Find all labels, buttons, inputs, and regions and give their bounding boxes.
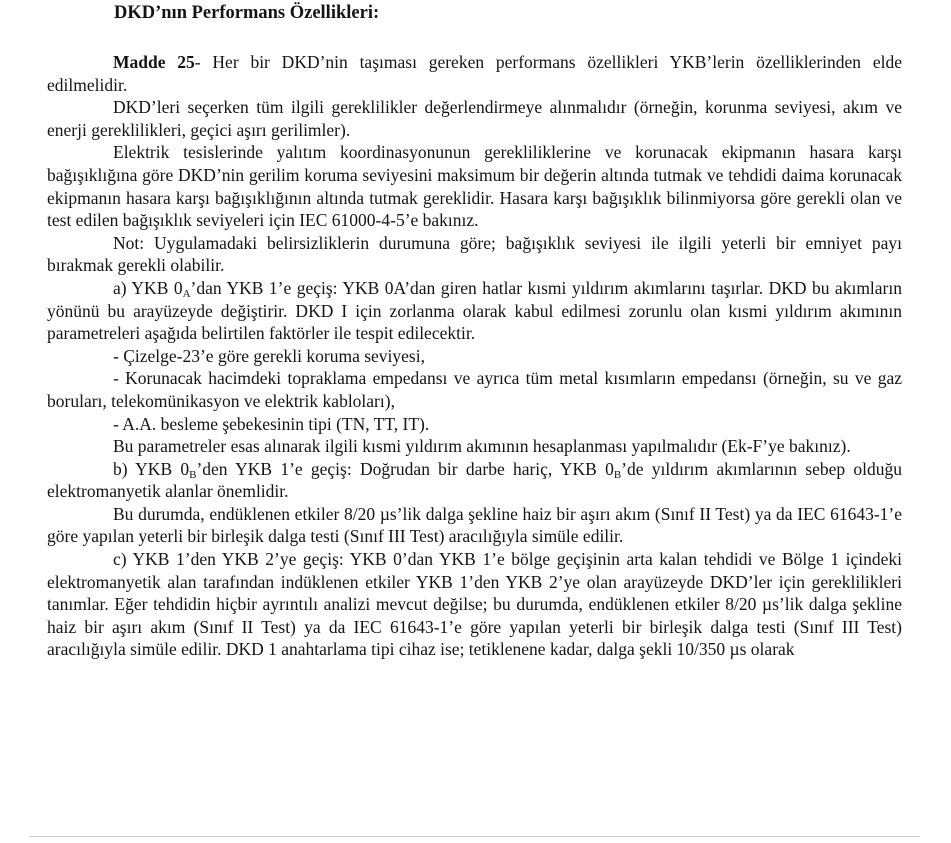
a-text: ’dan YKB 1’e geçiş: YKB 0A’dan giren hatlar kısmi yıldırım akımlarını taşırlar. DKD bu akımların yönünü bu arayüzeyde değiştirir. DKD I için zorlanma olarak kabul edilmesi zorunlu olan kısmi yıldırım akımının parametreleri aşağıda belirtilen faktörler ile tespit edilecektir. xyxy=(47,277,902,344)
section-heading: DKD’nın Performans Özellikleri: xyxy=(114,3,380,23)
document-body xyxy=(47,51,902,661)
madde-label: Madde 25 xyxy=(113,52,195,72)
paragraph-note: Not: Uygulamadaki belirsizliklerin durumuna göre; bağışıklık seviyesi ile ilgili yeterli bir emniyet payı bırakmak gerekli olabilir. xyxy=(47,232,902,276)
bullet-item-3: - A.A. besleme şebekesinin tipi (TN, TT, IT). xyxy=(113,413,430,434)
paragraph-a xyxy=(47,277,902,345)
b-subscript-2: B xyxy=(613,468,622,481)
paragraph-b-detail: Bu durumda, endüklenen etkiler 8/20 µs’lik dalga şekline haiz bir aşırı akım (Sınıf II Test) ya da IEC 61643-1’e göre yapılan yeterli bir birleşik dalga testi (Sınıf III Test) aracılığıyla simüle edilir. xyxy=(47,503,902,547)
bullet-item-2: - Korunacak hacimdeki topraklama empedansı ve ayrıca tüm metal kısımların empedansı (örneğin, su ve gaz boruları, telekomünikasyon ve elektrik kabloları), xyxy=(47,368,902,411)
b-subscript-1: B xyxy=(189,468,197,481)
paragraph-c: c) YKB 1’den YKB 2’ye geçiş: YKB 0’dan YKB 1’e bölge geçişinin arta kalan tehdidi ve Bölge 1 içindeki elektromanyetik alan tarafından indüklenen etkiler YKB 1’den YKB 2’ye olan arayüzeyde DKD’ler için gereklilikleri tanımlar. Eğer tehdidin hiçbir ayrıntılı analizi mevcut değilse; bu durumda, endüklenen etkiler 8/20 µs’lik dalga şekline haiz bir aşırı akım (Sınıf II Test) ya da IEC 61643-1’e göre yapılan yeterli bir birleşik dalga testi (Sınıf III Test) aracılığıyla simüle edilir. DKD 1 anahtarlama tipi cihaz ise; tetiklenene kadar, dalga şekli 10/350 µs olarak xyxy=(47,549,902,660)
paragraph-insulation: Elektrik tesislerinde yalıtım koordinasyonunun gerekliliklerine ve korunacak ekipmanın hasara karşı bağışıklığına göre DKD’nin gerilim koruma seviyesini maksimum bir değerin altında tutmak ve tehdidi daima korunacak ekipmanın hasara karşı bağışıklığının altında tutmak gereklidir. Hasara karşı bağışıklık bilinmiyorsa göre gerekli olan ve test edilen bağışıklık seviyeleri için IEC 61000-4-5’e bakınız. xyxy=(47,142,902,231)
page-bottom-divider xyxy=(30,836,920,837)
bullet-item-1: - Çizelge-23’e göre gerekli koruma seviyesi, xyxy=(113,345,425,366)
b-mid-text: ’den YKB 1’e geçiş: Doğrudan bir darbe hariç, YKB 0 xyxy=(196,458,614,479)
madde-text: - Her bir DKD’nin taşıması gereken performans özellikleri YKB’lerin özelliklerinden elde edilmelidir. xyxy=(47,52,902,95)
a-subscript: A xyxy=(182,287,191,300)
b-prefix: b) YKB 0 xyxy=(113,458,190,479)
paragraph-madde-25 xyxy=(47,51,902,96)
paragraph-b xyxy=(47,458,902,503)
a-prefix: a) YKB 0 xyxy=(113,277,183,298)
paragraph-parameters: Bu parametreler esas alınarak ilgili kısmi yıldırım akımının hesaplanması yapılmalıdır (Ek-F’ye bakınız). xyxy=(113,436,851,457)
paragraph-selection: DKD’leri seçerken tüm ilgili gereklilikler değerlendirmeye alınmalıdır (örneğin, korunma seviyesi, akım ve enerji gereklilikleri, geçici aşırı gerilimler). xyxy=(47,97,902,140)
b-text: ’de yıldırım akımlarının sebep olduğu elektromanyetik alanlar önemlidir. xyxy=(47,458,902,502)
